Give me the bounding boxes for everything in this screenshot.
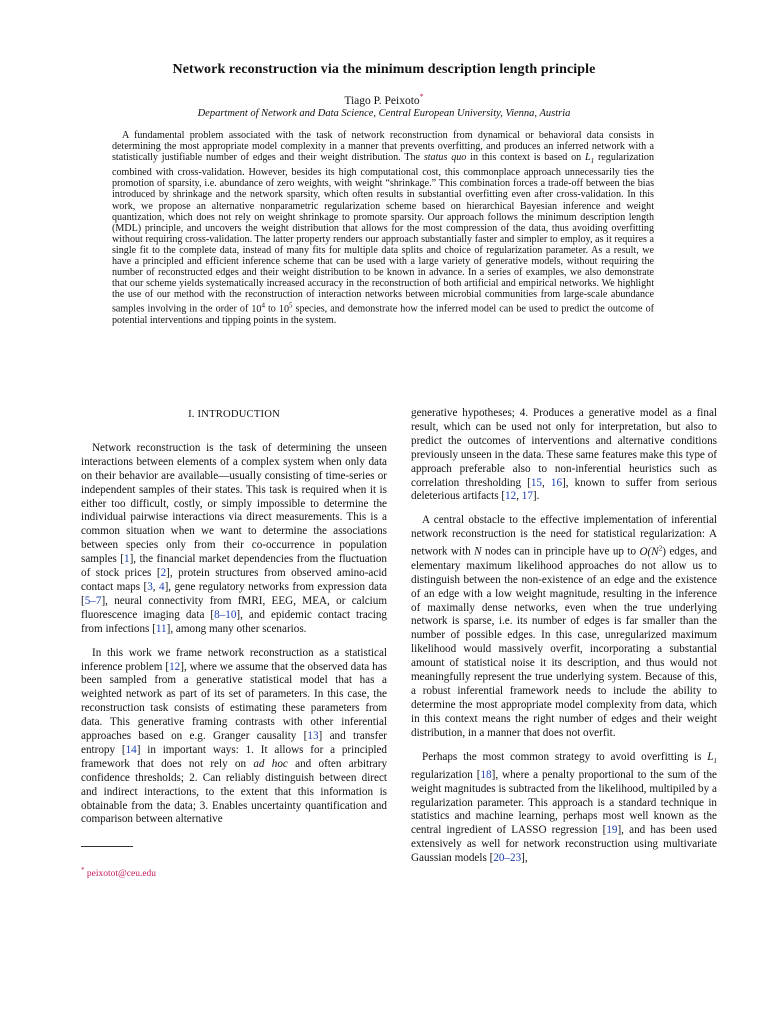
citation-link[interactable]: 5–7: [84, 594, 102, 607]
citation-link[interactable]: 8–10: [214, 608, 237, 621]
left-column: [81, 404, 387, 827]
citation-link[interactable]: 18: [480, 768, 492, 781]
math-l1: $L_1$: [585, 152, 595, 166]
section-heading-introduction: I. INTRODUCTION: [188, 409, 280, 420]
math-l1: $L_1$: [707, 750, 717, 765]
footnote-mark: *: [81, 866, 85, 874]
author-footnote-mark[interactable]: *: [419, 92, 424, 101]
citation-link[interactable]: 12: [169, 660, 181, 673]
intro-paragraph-5: Perhaps the most common strategy to avoid overfitting is $L_1$ regularization [18], where a penalty proportional to the sum of the weight magnitudes is subtracted from the likelihood, multipiled by a regularization parameter. This approach is a standard technique in statistics and machine learning, perhaps most well known as the central ingredient of LASSO regression [19], and has been used extensively as well for network reconstruction using multivariate Gaussian models [20–23],: [411, 750, 718, 865]
author-email-link[interactable]: peixotot@ceu.edu: [86, 869, 157, 880]
intro-paragraph-4: A central obstacle to the effective implementation of inferential network reconstruction is the need for statistical regularization: A network with N nodes can in principle have up to $O(N^2)$ edges, and elementary maximum likelihood approaches do not allow us to distinguish between the non-existence of an edge and the existence of an edge with a low weight magnitude, resulting in the inference of maximally dense networks, even when the true underlying network is sparse, i.e. its number of edges is far smaller than the number of possible edges. In this case, unregularized maximum likelihood would massively overfit, incorporating a substantial amount of statistical noise it its description, and thus would not meaningfully represent the true underlying system. Because of this, a robust inferential framework needs to include the ability to determine the most appropriate model complexity from data, which in this context means the right number of edges and their weight distribution, in a manner that does not overfit.: [411, 514, 717, 739]
math-n: N: [474, 545, 482, 558]
intro-paragraph-2: In this work we frame network reconstruction as a statistical inference problem [12], where we assume that the observed data has been sampled from a generative statistical model that has a weighted network as part of its set of parameters. In this case, the reconstruction task consists of estimating these parameters from data. This generative framing contrasts with other inferential approaches based on e.g. Granger causality [13] and transfer entropy [14] in important ways: 1. It allows for a principled framework that does not rely on ad hoc and often arbitrary confidence thresholds; 2. Can reliably distinguish between direct and indirect interactions, to the extent that this information is obtainable from the data; 3. Enables uncertainty quantification and comparison between alternative: [81, 646, 388, 826]
citation-link[interactable]: 1: [124, 553, 130, 566]
author-line: [0, 92, 768, 107]
math-10-5: $10^5$: [278, 301, 293, 315]
math-big-o: $O(N^2)$: [639, 544, 666, 558]
citation-link[interactable]: 16: [550, 476, 563, 489]
citation-link[interactable]: 3: [147, 580, 153, 593]
citation-link[interactable]: 2: [160, 567, 167, 580]
paper-title: Network reconstruction via the minimum description length principle: [172, 62, 596, 77]
math-10-4: $10^4$: [251, 301, 265, 315]
author-name: Tiago P. Peixoto: [344, 94, 420, 107]
footnote: [81, 866, 156, 879]
footnote-rule: [81, 846, 133, 847]
citation-link[interactable]: 4: [158, 580, 165, 593]
intro-paragraph-1: Network reconstruction is the task of determining the unseen interactions between elements of a complex system when only data on their behavior are available—usually consisting of time-series or independent samples of their states. This task is required when it is either too difficult, costly, or simply impossible to determine the individual pairwise interactions via direct measurements. This is a common situation when we want to determine the associations between species only from their co-occurrence in population samples [1], the financial market dependencies from the fluctuation of stock prices [2], protein structures from observed amino-acid contact maps [3, 4], gene regulatory networks from expression data [5–7], neural connectivity from fMRI, EEG, MEA, or calcium fluorescence imaging data [8–10], and epidemic contact tracing from infections [11], among many other scenarios.: [81, 441, 387, 635]
citation-link[interactable]: 12: [505, 490, 517, 503]
abstract: A fundamental problem associated with the task of network reconstruction from dynamical or behavioral data consists in determining the most appropriate model complexity in a manner that prevents overfitting, and produces an inferred network with a statistically justifiable number of edges and their weight distribution. The status quo in this context is based on $L_1$ regularization combined with cross-validation. However, besides its high computational cost, this commonplace approach unnecessarily ties the promotion of sparsity, i.e. abundance of zero weights, with weight “shrinkage.” This combination forces a trade-off between the bias introduced by shrinkage and the network sparsity, which often results in substantial overfitting even after cross-validation. In this work, we propose an alternative nonparametric regularization scheme based on hierarchical Bayesian inference and weight quantization, which does not rely on weight shrinkage to promote sparsity. Our approach follows the minimum description length (MDL) principle, and uncovers the weight distribution that allows for the most compression of the data, thus avoiding overfitting without requiring cross-validation. The latter property renders our approach substantially faster and simpler to employ, as it requires a single fit to the complete data, instead of many fits for multiple data splits and choice of regularization parameter. As a result, we have a principled and efficient inference scheme that can be used with a large variety of generative models, without requiring the number of reconstructed edges and their weight distribution to be known in advance. In a series of examples, we also demonstrate that our scheme yields systematically increased accuracy in the reconstruction of both artificial and empirical networks. We highlight the use of our method with the reconstruction of interaction networks between microbial communities from large-scale abundance samples involving in the order of $10^4$ to $10^5$ species, and demonstrate how the inferred model can be used to predict the outcome of potential interventions and tipping points in the system.: [112, 130, 654, 326]
citation-link[interactable]: 20–23: [493, 852, 522, 865]
citation-link[interactable]: 14: [125, 743, 137, 756]
intro-paragraph-3: generative hypotheses; 4. Produces a generative model as a final result, which can be used not only for interpretation, but also to predict the outcomes of interventions and alternative conditions previously unseen in the data. These same features make this type of approach preferable also to non-inferential heuristics such as correlation thresholding [15, 16], known to suffer from serious deleterious artifacts [12, 17].: [411, 407, 717, 503]
citation-link[interactable]: 15: [530, 476, 542, 489]
citation-link[interactable]: 11: [155, 622, 167, 635]
affiliation: Department of Network and Data Science, Central European University, Vienna, Austria: [197, 108, 571, 119]
citation-link[interactable]: 19: [606, 824, 618, 837]
right-column: [411, 407, 717, 866]
italic-status-quo: status quo: [423, 152, 467, 164]
citation-link[interactable]: 13: [307, 730, 319, 743]
citation-link[interactable]: 17: [521, 490, 533, 503]
